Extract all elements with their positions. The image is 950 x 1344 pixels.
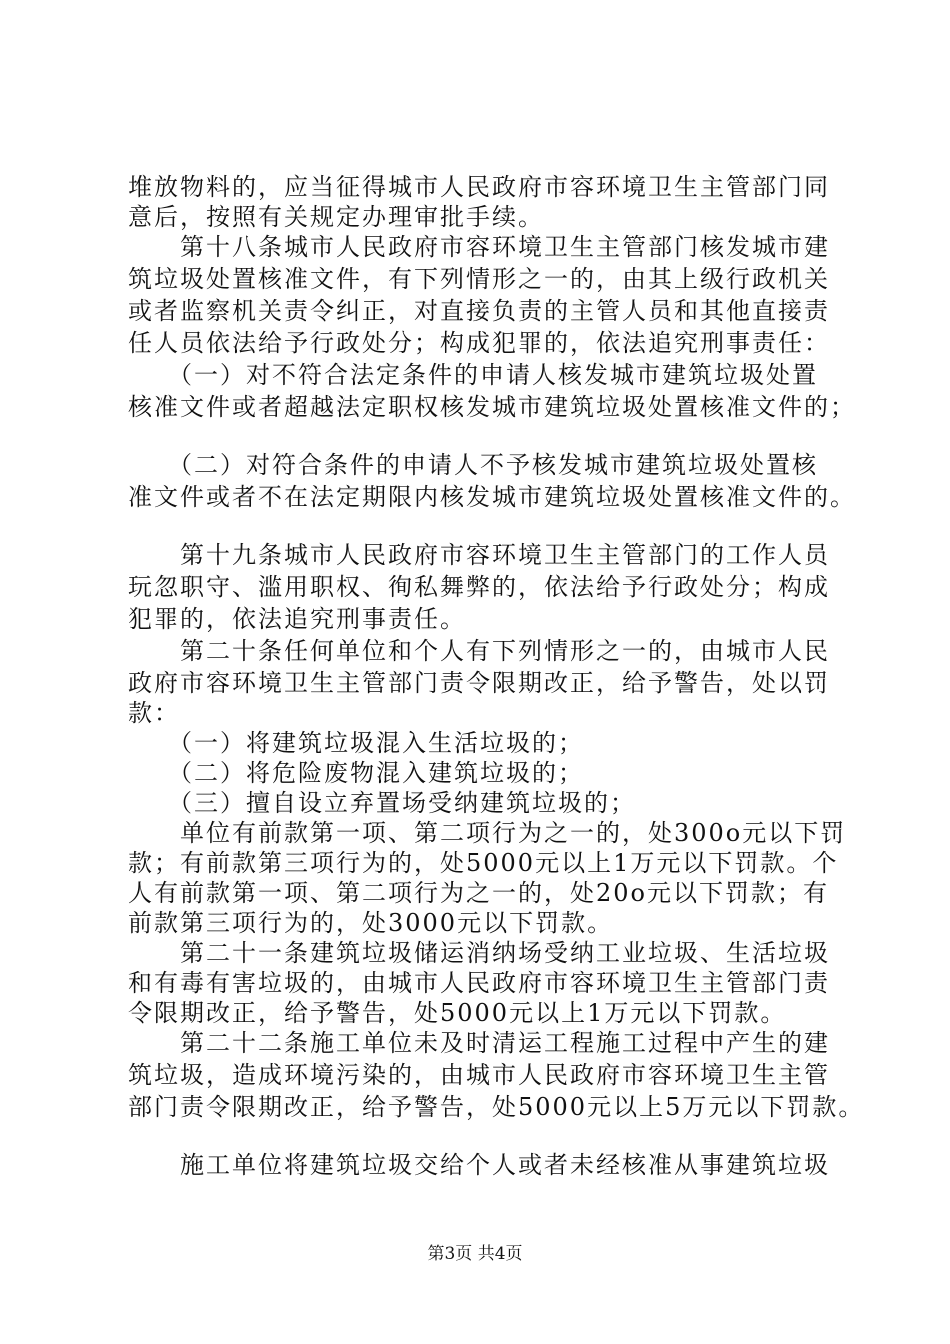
- text-line: 玩忽职守、滥用职权、徇私舞弊的，依法给予行政处分；构成: [128, 573, 830, 601]
- text-line: （一）对不符合法定条件的申请人核发城市建筑垃圾处置: [128, 361, 818, 389]
- text-line: 核准文件或者超越法定职权核发城市建筑垃圾处置核准文件的；: [128, 393, 856, 421]
- text-line: 施工单位将建筑垃圾交给个人或者未经核准从事建筑垃圾: [128, 1151, 830, 1179]
- text-line: 第二十二条施工单位未及时清运工程施工过程中产生的建: [128, 1029, 830, 1057]
- text-line: 堆放物料的，应当征得城市人民政府市容环境卫生主管部门同: [128, 173, 830, 201]
- text-line: 筑垃圾，造成环境污染的，由城市人民政府市容环境卫生主管: [128, 1061, 830, 1089]
- text-line: 款；有前款第三项行为的，处5000元以上1万元以下罚款。个: [128, 849, 839, 877]
- text-line: 筑垃圾处置核准文件，有下列情形之一的，由其上级行政机关: [128, 265, 830, 293]
- text-line: 任人员依法给予行政处分；构成犯罪的，依法追究刑事责任：: [128, 329, 830, 357]
- text-line: （一）将建筑垃圾混入生活垃圾的；: [128, 729, 584, 757]
- text-line: （二）将危险废物混入建筑垃圾的；: [128, 759, 584, 787]
- text-line: 犯罪的，依法追究刑事责任。: [128, 605, 466, 633]
- text-line: 和有毒有害垃圾的，由城市人民政府市容环境卫生主管部门责: [128, 969, 830, 997]
- text-line: 令限期改正，给予警告，处5000元以上1万元以下罚款。: [128, 999, 787, 1027]
- text-line: 前款第三项行为的，处3000元以下罚款。: [128, 909, 614, 937]
- text-line: 第二十条任何单位和个人有下列情形之一的，由城市人民: [128, 637, 830, 665]
- text-line: 单位有前款第一项、第二项行为之一的，处300o元以下罚: [128, 819, 847, 847]
- text-line: 意后，按照有关规定办理审批手续。: [128, 203, 544, 231]
- text-line: 人有前款第一项、第二项行为之一的，处20o元以下罚款；有: [128, 879, 829, 907]
- text-line: 款：: [128, 699, 180, 727]
- text-line: 部门责令限期改正，给予警告，处5000元以上5万元以下罚款。: [128, 1093, 865, 1121]
- text-line: 第二十一条建筑垃圾储运消纳场受纳工业垃圾、生活垃圾: [128, 939, 830, 967]
- text-line: 准文件或者不在法定期限内核发城市建筑垃圾处置核准文件的。: [128, 483, 856, 511]
- page-number-footer: 第3页 共4页: [427, 1244, 523, 1264]
- text-line: 或者监察机关责令纠正，对直接负责的主管人员和其他直接责: [128, 297, 830, 325]
- text-line: 第十八条城市人民政府市容环境卫生主管部门核发城市建: [128, 233, 830, 261]
- text-line: 第十九条城市人民政府市容环境卫生主管部门的工作人员: [128, 541, 830, 569]
- text-line: （二）对符合条件的申请人不予核发城市建筑垃圾处置核: [128, 451, 818, 479]
- text-line: 政府市容环境卫生主管部门责令限期改正，给予警告，处以罚: [128, 669, 830, 697]
- text-line: （三）擅自设立弃置场受纳建筑垃圾的；: [128, 789, 636, 817]
